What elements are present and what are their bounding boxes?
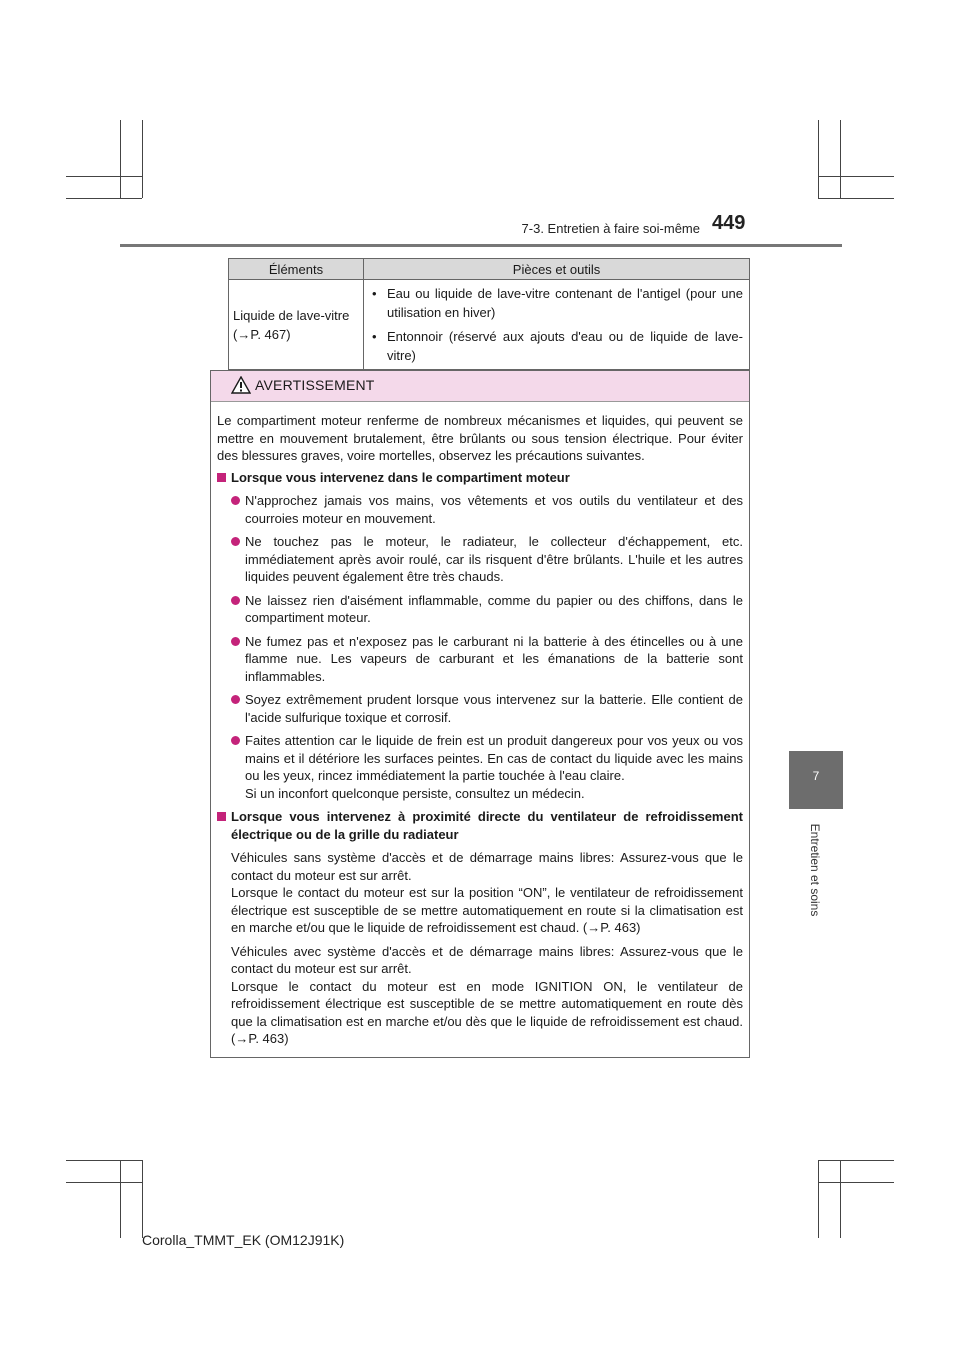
list-item [217, 732, 743, 802]
paragraph [217, 943, 743, 1048]
bullet-dot-icon [231, 695, 240, 704]
chapter-number: 7 [812, 769, 820, 783]
table-header-row [229, 259, 750, 280]
square-bullet-icon [217, 812, 226, 821]
list-item [217, 691, 743, 726]
list-item [217, 633, 743, 686]
list-item-text: Si un inconfort quelconque persiste, consultez un médecin. [245, 785, 585, 801]
subsection-heading [217, 808, 743, 843]
bullet-dot-icon [231, 537, 240, 546]
warning-box [210, 370, 750, 1058]
list-item-text: Ne laissez rien d'aisément inflammable, comme du papier ou des chiffons, dans le compartiment moteur. [245, 592, 743, 625]
list-item: • Eau ou liquide de lave-vitre contenant de l'antigel (pour une utilisation en hiver) [370, 284, 743, 322]
list-item-text: Ne touchez pas le moteur, le radiateur, le collecteur d'échappement, etc. immédiatement après avoir roulé, car ils risquent d'être brûlants. L'huile et les autres liquides peuvent également être très chauds. [245, 534, 743, 584]
list-item-text: Soyez extrêmement prudent lorsque vous intervenez sur la batterie. Elle contient de l'acide sulfurique toxique et corrosif. [245, 692, 743, 725]
bullet-dot-icon [231, 637, 240, 646]
warning-title: AVERTISSEMENT [255, 377, 375, 393]
paragraph-text: Lorsque le contact du moteur est en mode IGNITION ON, le ventilateur de refroidissement électrique est susceptible de se mettre automatiquement en route dès que la climatisation est en marche et/ou dès que le liquide de refroidissement est chaud. (→P. 463) [231, 978, 743, 1046]
list-item [217, 492, 743, 527]
warning-header [211, 371, 749, 402]
page-number: 449 [712, 212, 746, 234]
document-code: Corolla_TMMT_EK (OM12J91K) [142, 1232, 345, 1248]
paragraph-text: Véhicules avec système d'accès et de démarrage mains libres: Assurez-vous que le contact du moteur est sur arrêt. [231, 943, 743, 976]
list-item [217, 533, 743, 586]
subsection-heading [217, 469, 743, 487]
list-item: • Entonnoir (réservé aux ajouts d'eau ou de liquide de lave-vitre) [370, 327, 743, 365]
chapter-tab [789, 751, 843, 809]
column-header: Éléments [229, 259, 364, 280]
list-item-text: Ne fumez pas et n'exposez pas le carburant ni la batterie à des étincelles ou à une flamme nue. Les vapeurs de carburant et les émanations de la batterie sont inflammables. [245, 633, 743, 684]
bullet-dot-icon [231, 496, 240, 505]
section-title: 7-3. Entretien à faire soi-même [521, 221, 700, 236]
table-cell-tools [364, 280, 750, 370]
list-item-text: N'approchez jamais vos mains, vos vêtements et vos outils du ventilateur et des courroies moteur en mouvement. [245, 493, 743, 526]
table-cell-item: Liquide de lave-vitre (→P. 467) [229, 280, 364, 370]
warning-body [211, 402, 749, 1048]
chapter-title-text: Entretien et soins [808, 823, 822, 917]
paragraph [217, 849, 743, 937]
square-bullet-icon [217, 473, 226, 482]
bullet-dot-icon [231, 596, 240, 605]
paragraph-text: Lorsque le contact du moteur est sur la position “ON”, le ventilateur de refroidissement électrique est susceptible de se mettre automatiquement en route si la climatisation est en marche et/ou que le liquide de refroidissement est chaud. (→P. 463) [231, 885, 743, 935]
parts-table [228, 258, 750, 370]
list-item [217, 592, 743, 627]
warning-triangle-icon [231, 376, 251, 394]
list-item-text: Faites attention car le liquide de frein est un produit dangereux pour vos yeux ou vos mains et il détériore les surfaces peintes. En cas de contact du liquide avec les mains ou les yeux, rincez immédiatement la partie touchée à l'eau claire. [245, 733, 743, 783]
header-rule [120, 244, 842, 247]
column-header: Pièces et outils [364, 259, 750, 280]
warning-list [217, 492, 743, 802]
chapter-title [800, 810, 830, 930]
subsection-heading-text: Lorsque vous intervenez à proximité directe du ventilateur de refroidissement électrique ou de la grille du radiateur [231, 809, 743, 842]
subsection-heading-text: Lorsque vous intervenez dans le compartiment moteur [231, 469, 570, 485]
warning-intro: Le compartiment moteur renferme de nombreux mécanismes et liquides, qui peuvent se mettre en mouvement brutalement, être brûlants ou sous tension électrique. Pour éviter des blessures graves, voire mortelles, observez les précautions suivantes. [217, 413, 743, 463]
paragraph-text: Véhicules sans système d'accès et de démarrage mains libres: Assurez-vous que le contact du moteur est sur arrêt. [231, 850, 743, 883]
bullet-dot-icon [231, 736, 240, 745]
table-row [229, 280, 750, 370]
